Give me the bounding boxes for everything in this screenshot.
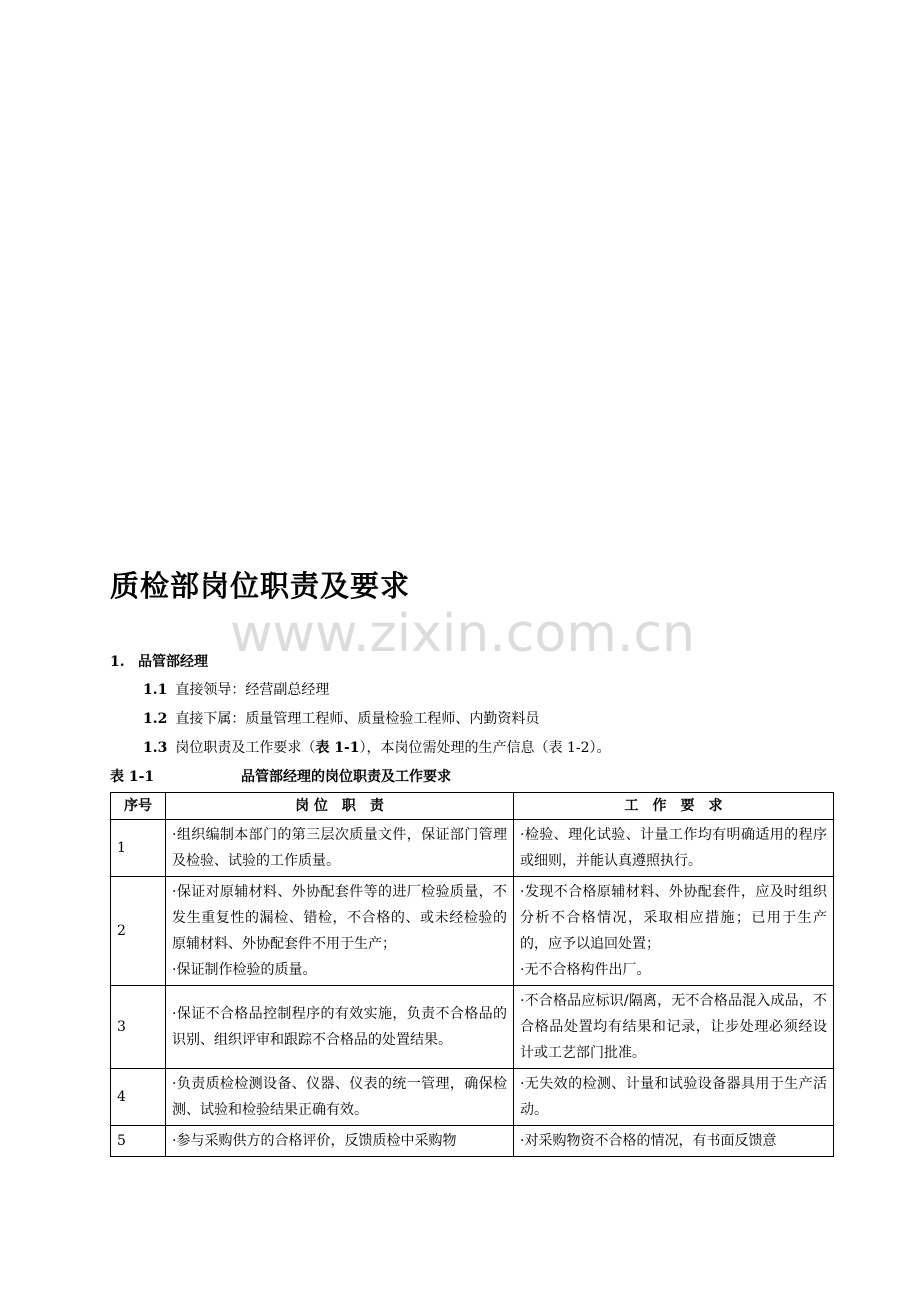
- table-caption: [110, 767, 451, 787]
- header-requirements: 工 作 要 求: [514, 793, 834, 820]
- requirement-text: ·不合格品应标识/隔离，无不合格品混入成品，不合格品处置均有结果和记录，让步处理必须经设计或工艺部门批准。: [520, 993, 827, 1061]
- header-number: 序号: [111, 793, 166, 820]
- table-header-row: [111, 793, 834, 820]
- sub-item-number: 1.3: [143, 740, 168, 756]
- requirement-cell: [514, 1126, 834, 1157]
- requirement-cell: [514, 986, 834, 1069]
- duty-cell: [166, 820, 514, 877]
- document-title: 质检部岗位职责及要求: [110, 569, 411, 603]
- sub-item-1-1: [143, 680, 329, 700]
- requirement-text: ·对采购物资不合格的情况，有书面反馈意: [520, 1133, 777, 1149]
- row-number: 1: [111, 820, 166, 877]
- duty-text: ·参与采购供方的合格评价，反馈质检中采购物: [172, 1133, 457, 1149]
- table-caption-title: 品管部经理的岗位职责及工作要求: [241, 769, 451, 785]
- table-caption-label: 表 1-1: [110, 769, 155, 785]
- section-number: 1.: [110, 654, 125, 670]
- header-duties: 岗 位 职 责: [166, 793, 514, 820]
- table-row: [111, 820, 834, 877]
- duty-text: ·组织编制本部门的第三层次质量文件，保证部门管理及检验、试验的工作质量。: [172, 827, 507, 869]
- row-number: 5: [111, 1126, 166, 1157]
- requirement-text: ·无失效的检测、计量和试验设备器具用于生产活动。: [520, 1076, 827, 1118]
- requirement-cell: [514, 1069, 834, 1126]
- row-number: 2: [111, 877, 166, 986]
- section-heading-text: 品管部经理: [138, 654, 208, 670]
- sub-item-text: 直接领导：经营副总经理: [175, 682, 330, 698]
- sub-item-number: 1.1: [143, 682, 168, 698]
- requirement-text: ·发现不合格原辅材料、外协配套件，应及时组织分析不合格情况，采取相应措施；已用于生产的，应予以追回处置；: [520, 884, 827, 952]
- table-row: [111, 986, 834, 1069]
- sub-item-text: 直接下属：质量管理工程师、质量检验工程师、内勤资料员: [175, 711, 540, 727]
- row-number: 4: [111, 1069, 166, 1126]
- duties-table: [110, 792, 834, 1157]
- sub-item-1-2: [143, 709, 539, 729]
- requirement-text: ·无不合格构件出厂。: [520, 962, 651, 978]
- sub-item-text-suffix: ），本岗位需处理的生产信息（表 1-2）。: [359, 740, 611, 756]
- requirement-cell: [514, 820, 834, 877]
- section-heading: [110, 652, 208, 672]
- duty-text: ·保证不合格品控制程序的有效实施，负责不合格品的识别、组织评审和跟踪不合格品的处置结果。: [172, 1006, 507, 1048]
- duty-text: ·保证制作检验的质量。: [172, 962, 317, 978]
- table-reference: 表 1-1: [315, 740, 360, 756]
- table-row: [111, 877, 834, 986]
- duty-text: ·保证对原辅材料、外协配套件等的进厂检验质量，不发生重复性的漏检、错检，不合格的、或未经检验的原辅材料、外协配套件不用于生产；: [172, 884, 507, 952]
- sub-item-number: 1.2: [143, 711, 168, 727]
- sub-item-text-prefix: 岗位职责及工作要求（: [175, 740, 316, 756]
- table-row: [111, 1126, 834, 1157]
- requirement-cell: [514, 877, 834, 986]
- table-row: [111, 1069, 834, 1126]
- duty-cell: [166, 1069, 514, 1126]
- row-number: 3: [111, 986, 166, 1069]
- duty-cell: [166, 986, 514, 1069]
- duty-cell: [166, 1126, 514, 1157]
- watermark: www.zixin.com.cn: [230, 604, 695, 664]
- requirement-text: ·检验、理化试验、计量工作均有明确适用的程序或细则，并能认真遵照执行。: [520, 827, 827, 869]
- duty-cell: [166, 877, 514, 986]
- duty-text: ·负责质检检测设备、仪器、仪表的统一管理，确保检测、试验和检验结果正确有效。: [172, 1076, 507, 1118]
- sub-item-1-3: [143, 738, 611, 758]
